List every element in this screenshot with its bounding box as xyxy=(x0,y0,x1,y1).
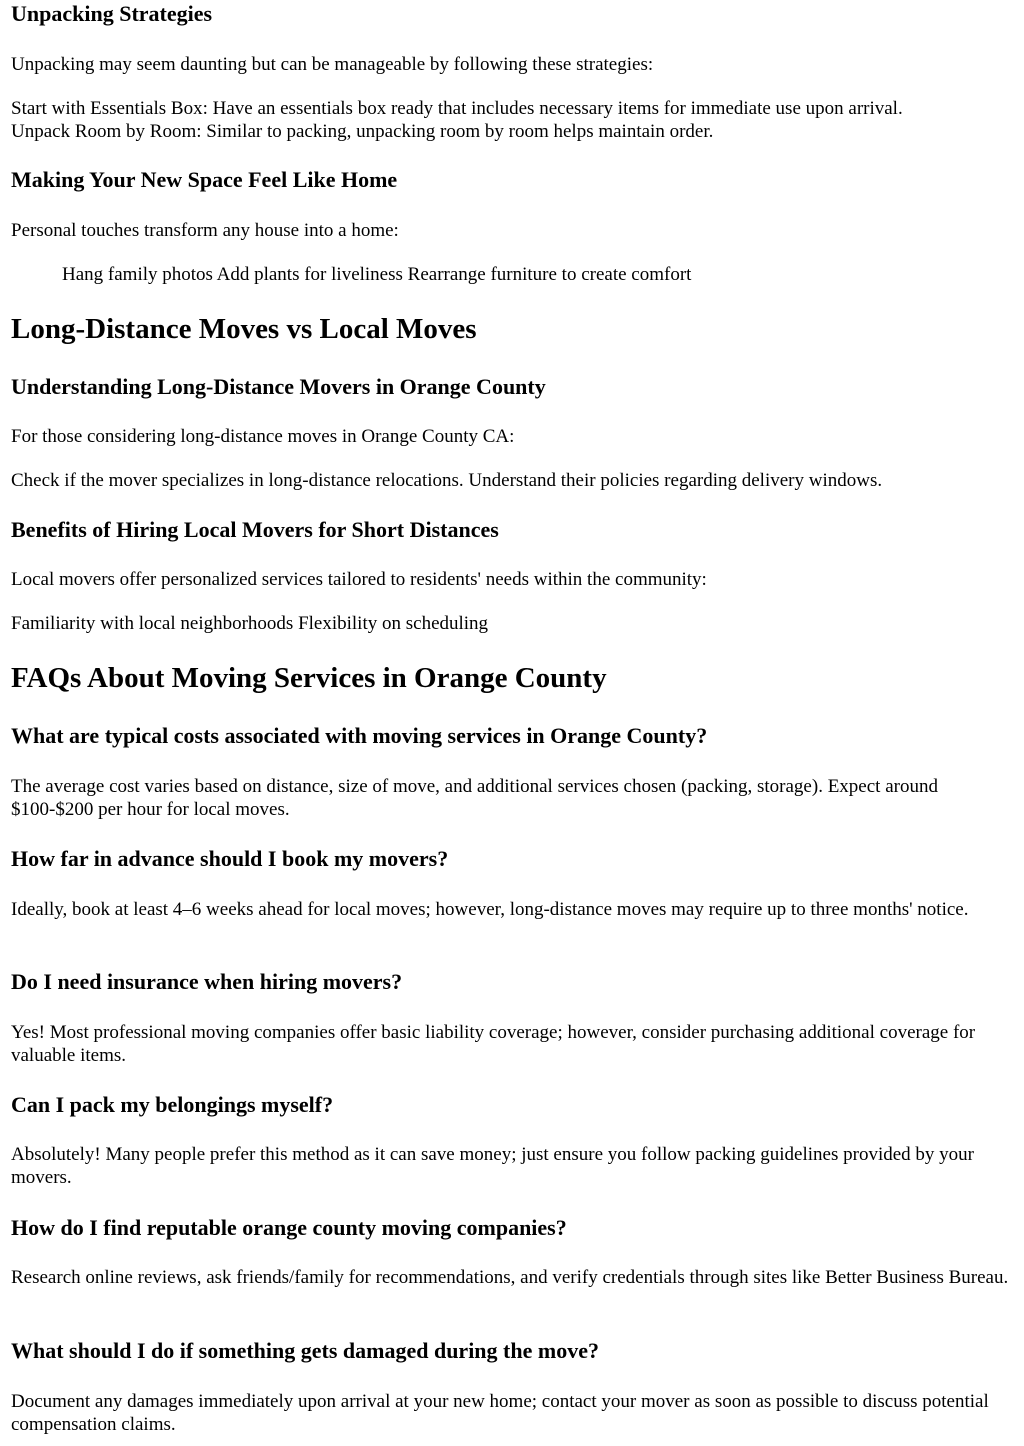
unpacking-intro: Unpacking may seem daunting but can be manageable by following these strategies: xyxy=(11,54,654,75)
faq-question: Can I pack my belongings myself? xyxy=(11,1092,334,1117)
local-heading: Benefits of Hiring Local Movers for Short Distances xyxy=(11,517,499,542)
home-heading: Making Your New Space Feel Like Home xyxy=(11,167,398,192)
moves-heading: Long-Distance Moves vs Local Moves xyxy=(11,313,477,345)
unpacking-step-room: Unpack Room by Room: Similar to packing, unpacking room by room helps maintain order. xyxy=(11,121,714,142)
long-distance-text: Check if the mover specializes in long-distance relocations. Understand their policies regarding delivery windows. xyxy=(11,470,883,491)
faq-question: What should I do if something gets damaged during the move? xyxy=(11,1338,599,1363)
unpacking-steps xyxy=(11,97,1013,143)
faq-question: How do I find reputable orange county moving companies? xyxy=(11,1215,567,1240)
faq-question: Do I need insurance when hiring movers? xyxy=(11,969,403,994)
faq-answer: Research online reviews, ask friends/family for recommendations, and verify credentials through sites like Better Business Bureau. xyxy=(11,1267,1009,1288)
faqs-heading: FAQs About Moving Services in Orange County xyxy=(11,662,607,694)
faq-answer: Ideally, book at least 4–6 weeks ahead for local moves; however, long-distance moves may require up to three months' notice. xyxy=(11,899,969,920)
local-intro: Local movers offer personalized services tailored to residents' needs within the community: xyxy=(11,569,707,590)
long-distance-heading: Understanding Long-Distance Movers in Orange County xyxy=(11,374,546,399)
home-intro: Personal touches transform any house into a home: xyxy=(11,220,399,241)
unpacking-heading: Unpacking Strategies xyxy=(11,1,213,26)
local-text: Familiarity with local neighborhoods Flexibility on scheduling xyxy=(11,613,489,634)
faq-answer: Yes! Most professional moving companies offer basic liability coverage; however, consider purchasing additional coverage for valuable items. xyxy=(11,1022,976,1066)
long-distance-intro: For those considering long-distance moves in Orange County CA: xyxy=(11,426,515,447)
faq-answer: Absolutely! Many people prefer this method as it can save money; just ensure you follow packing guidelines provided by your movers. xyxy=(11,1144,974,1188)
faq-answer: The average cost varies based on distance, size of move, and additional services chosen (packing, storage). Expect around $100-$200 per hour for local moves. xyxy=(11,776,938,820)
faq-question: What are typical costs associated with moving services in Orange County? xyxy=(11,723,708,748)
unpacking-step-essentials: Start with Essentials Box: Have an essentials box ready that includes necessary items for immediate use upon arrival. xyxy=(11,98,903,119)
faq-question: How far in advance should I book my movers? xyxy=(11,846,449,871)
faq-answer: Document any damages immediately upon arrival at your new home; contact your mover as soon as possible to discuss potential compensation claims. xyxy=(11,1391,989,1435)
home-list: Hang family photos Add plants for liveliness Rearrange furniture to create comfort xyxy=(62,264,692,285)
